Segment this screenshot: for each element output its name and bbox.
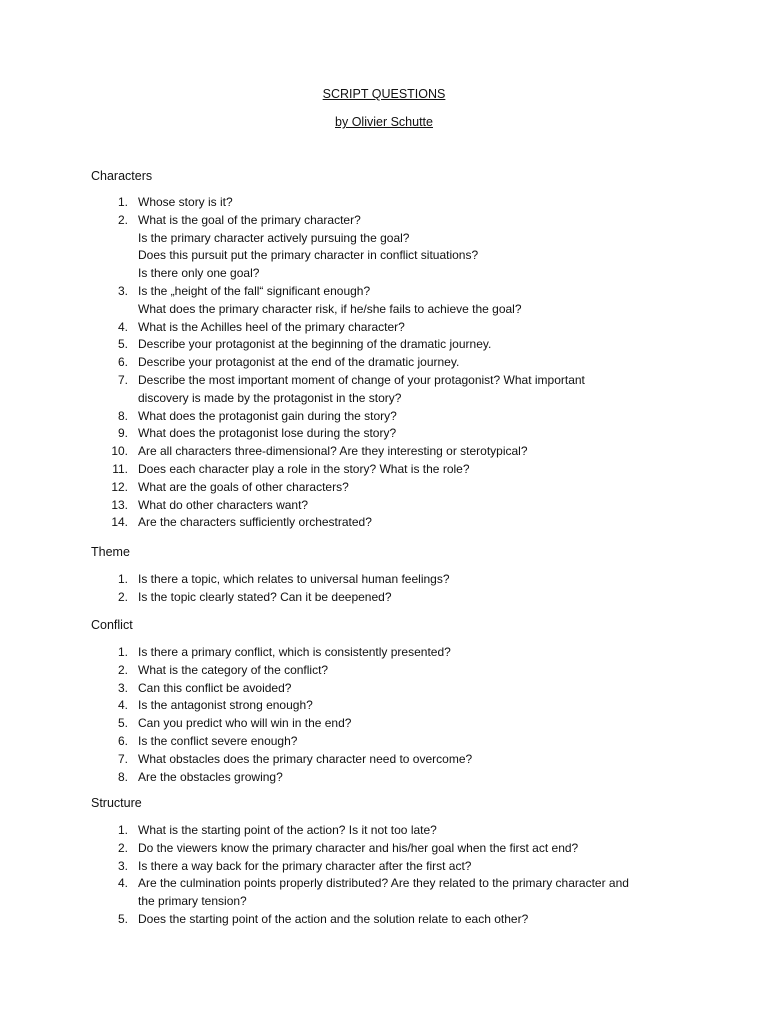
list-item-number: 2.: [117, 589, 128, 604]
list-item-number: 12.: [111, 479, 128, 494]
list-item-number: 4.: [117, 319, 128, 334]
list-item-number: 13.: [111, 497, 128, 512]
list-item-number: 4.: [117, 876, 128, 891]
list-item-number: 6.: [117, 355, 128, 370]
list-item-number: 1.: [117, 195, 128, 209]
list-item-number: 7.: [117, 751, 128, 766]
list-item-number: 1.: [117, 572, 128, 586]
list-item-number: 2.: [117, 662, 128, 677]
list-item: [0, 697, 698, 715]
list-item-number: 1.: [117, 645, 128, 659]
section-heading-characters: Characters: [91, 169, 153, 183]
question-text: What does the primary character risk, if he/she fails to achieve the goal?: [138, 301, 522, 316]
section-heading-structure: Structure: [91, 796, 142, 810]
question-text: Is the antagonist strong enough?: [138, 698, 313, 713]
list-item: [0, 425, 698, 443]
list-item: [0, 769, 698, 787]
list-item: [0, 715, 698, 733]
list-item-number: 5.: [117, 337, 128, 352]
list-item: [0, 372, 698, 408]
list-item: [0, 194, 698, 212]
list-item: [0, 840, 698, 858]
list-item: [0, 662, 698, 680]
list-item-number: 8.: [117, 408, 128, 423]
list-item-number: 6.: [117, 733, 128, 748]
list-item-number: 5.: [117, 911, 128, 926]
question-list-structure: [0, 822, 698, 929]
list-item: [0, 680, 698, 698]
question-text: Is there only one goal?: [138, 266, 260, 281]
question-text: Is the primary character actively pursuing the goal?: [138, 230, 410, 245]
question-text: Describe your protagonist at the end of the dramatic journey.: [138, 355, 460, 370]
list-item-number: 9.: [117, 426, 128, 441]
list-item: [0, 911, 698, 929]
question-text: What does the protagonist lose during the story?: [138, 426, 397, 441]
list-item: [0, 319, 698, 337]
list-item: [0, 408, 698, 426]
question-text: discovery is made by the protagonist in the story?: [138, 390, 402, 405]
question-text: Are the culmination points properly distributed? Are they related to the primary character and: [138, 876, 629, 891]
list-item-number: 1.: [117, 823, 128, 837]
list-item-number: 3.: [117, 858, 128, 873]
list-item: [0, 751, 698, 769]
question-text: Can you predict who will win in the end?: [138, 716, 352, 731]
question-text: What is the goal of the primary character?: [138, 212, 361, 227]
list-item: [0, 644, 698, 662]
list-item-number: 4.: [117, 698, 128, 713]
question-text: What is the Achilles heel of the primary character?: [138, 319, 405, 334]
list-item: [0, 514, 698, 532]
question-text: Describe your protagonist at the beginning of the dramatic journey.: [138, 337, 492, 352]
list-item-number: 3.: [117, 283, 128, 298]
question-text: What does the protagonist gain during the story?: [138, 408, 397, 423]
document-author: by Olivier Schutte: [335, 115, 433, 129]
question-text: Does this pursuit put the primary character in conflict situations?: [138, 248, 479, 263]
list-item: [0, 283, 698, 319]
question-text: Describe the most important moment of change of your protagonist? What important: [138, 372, 585, 387]
question-text: What is the category of the conflict?: [138, 662, 329, 677]
question-text: Is there a primary conflict, which is consistently presented?: [138, 645, 451, 659]
list-item: [0, 733, 698, 751]
list-item-number: 11.: [112, 461, 128, 476]
list-item-number: 2.: [117, 840, 128, 855]
list-item-number: 3.: [117, 680, 128, 695]
list-item: [0, 875, 698, 911]
question-text: Whose story is it?: [138, 195, 233, 209]
question-text: Is there a way back for the primary character after the first act?: [138, 858, 472, 873]
question-text: Is the conflict severe enough?: [138, 733, 298, 748]
question-text: the primary tension?: [138, 894, 247, 909]
list-item: [0, 443, 698, 461]
question-text: What is the starting point of the action? Is it not too late?: [138, 823, 437, 837]
question-text: Are the obstacles growing?: [138, 769, 283, 784]
question-list-theme: [0, 571, 698, 607]
question-list-conflict: [0, 644, 698, 786]
question-list-characters: [0, 194, 698, 532]
list-item-number: 7.: [117, 372, 128, 387]
list-item-number: 8.: [117, 769, 128, 784]
section-heading-theme: Theme: [91, 545, 130, 559]
list-item: [0, 212, 698, 283]
list-item: [0, 858, 698, 876]
list-item: [0, 497, 698, 515]
list-item: [0, 479, 698, 497]
list-item: [0, 354, 698, 372]
question-text: Are the characters sufficiently orchestrated?: [138, 515, 372, 530]
question-text: Is the topic clearly stated? Can it be deepened?: [138, 589, 392, 604]
question-text: Are all characters three-dimensional? Are they interesting or sterotypical?: [138, 444, 528, 459]
question-text: What obstacles does the primary character need to overcome?: [138, 751, 473, 766]
list-item-number: 14.: [111, 515, 128, 530]
question-text: Does the starting point of the action and the solution relate to each other?: [138, 911, 529, 926]
list-item: [0, 589, 698, 607]
question-text: Is there a topic, which relates to universal human feelings?: [138, 572, 450, 586]
list-item: [0, 822, 698, 840]
section-heading-conflict: Conflict: [91, 618, 133, 632]
question-text: Can this conflict be avoided?: [138, 680, 292, 695]
question-text: Does each character play a role in the story? What is the role?: [138, 461, 470, 476]
question-text: Do the viewers know the primary character and his/her goal when the first act end?: [138, 840, 579, 855]
question-text: What do other characters want?: [138, 497, 309, 512]
list-item-number: 10.: [111, 444, 128, 459]
list-item: [0, 571, 698, 589]
list-item-number: 5.: [117, 716, 128, 731]
list-item: [0, 336, 698, 354]
question-text: What are the goals of other characters?: [138, 479, 349, 494]
document-title: SCRIPT QUESTIONS: [322, 87, 446, 101]
question-text: Is the „height of the fall“ significant enough?: [138, 283, 371, 298]
list-item: [0, 461, 698, 479]
list-item-number: 2.: [117, 212, 128, 227]
